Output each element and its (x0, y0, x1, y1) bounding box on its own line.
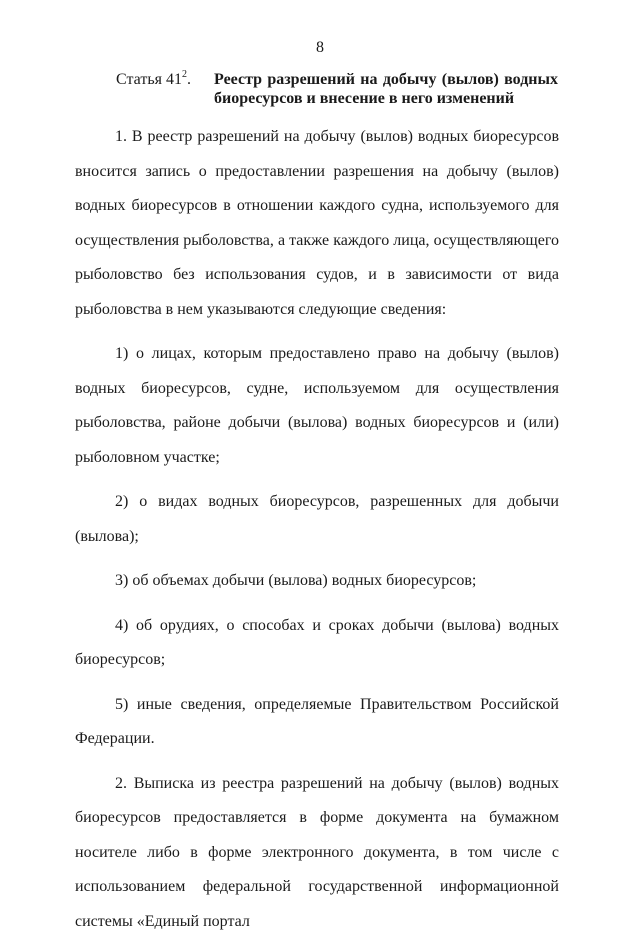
page-number: 8 (0, 38, 640, 58)
article-label-suffix: . (187, 71, 191, 88)
list-item-2: 2) о видах водных биоресурсов, разрешенных для добычи (вылова); (75, 485, 559, 554)
article-label-superscript: 2 (182, 69, 187, 80)
list-item-5: 5) иные сведения, определяемые Правительством Российской Федерации. (75, 688, 559, 757)
article-label (116, 70, 191, 90)
paragraph-intro: 1. В реестр разрешений на добычу (вылов) водных биоресурсов вносится запись о предоставлении разрешения на добычу (вылов) водных биоресурсов в отношении каждого судна, используемого для осуществления рыболовства, а также каждого лица, осуществляющего рыболовство без использования судов, и в зависимости от вида рыболовства в нем указываются следующие сведения: (75, 120, 559, 327)
list-item-4: 4) об орудиях, о способах и сроках добычи (вылова) водных биоресурсов; (75, 609, 559, 678)
article-title: Реестр разрешений на добычу (вылов) водных биоресурсов и внесение в него изменений (214, 70, 558, 108)
article-label-text: Статья 41 (116, 71, 182, 88)
list-item-3: 3) об объемах добычи (вылова) водных биоресурсов; (75, 564, 559, 599)
list-item-1: 1) о лицах, которым предоставлено право на добычу (вылов) водных биоресурсов, судне, используемом для осуществления рыболовства, районе добычи (вылова) водных биоресурсов и (или) рыболовном участке; (75, 337, 559, 475)
paragraph-extract: 2. Выписка из реестра разрешений на добычу (вылов) водных биоресурсов предоставляется в форме документа на бумажном носителе либо в форме электронного документа, в том числе с использованием федеральной государственной информационной системы «Единый портал (75, 767, 559, 939)
article-body (75, 120, 559, 939)
